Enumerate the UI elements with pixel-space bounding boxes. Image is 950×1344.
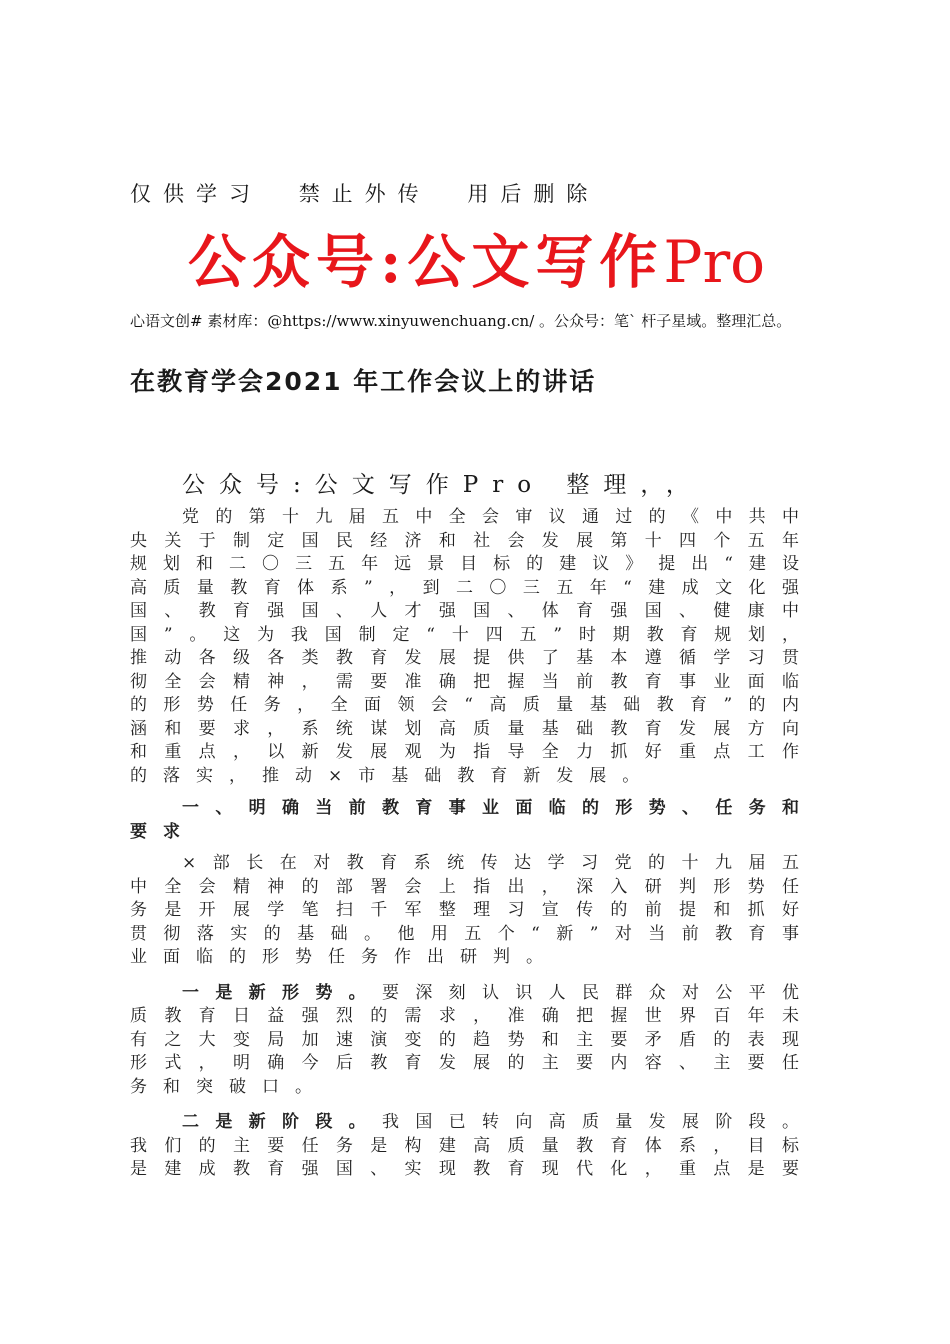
source-line: 心语文创# 素材库：@https://www.xinyuwenchuang.cn/ 。公众号：笔` 杆子星域。整理汇总。 xyxy=(130,312,792,330)
document-subtitle: 公众号:公文写作Pro 整理，， xyxy=(182,472,703,498)
brand-cn: 公众号:公文写作 xyxy=(188,228,664,296)
brand-latin: Pro xyxy=(663,228,766,296)
paragraph-intro: 党的第十九届五中全会审议通过的《中共中央关于制定国民经济和社会发展第十四个五年规划和二〇三五年远景目标的建议》提出“建设高质量教育体系”，到二〇三五年“建成文化强国、教育强国、人才强国、体育强国、健康中国”。这为我国制定“十四五”时期教育规划，推动各级各类教育发展提供了基本遵循学习贯彻全会精神，需要准确把握当前教育事业面临的形势任务，全面领会“高质量基础教育”的内涵和要求，系统谋划高质量基础教育发展方向和重点，以新发展观为指导全力抓好重点工作的落实，推动×市基础教育新发展。 xyxy=(130,507,815,786)
notice-part-no-share: 禁止外传 xyxy=(298,182,431,206)
lead-new-situation: 一是新形势。 xyxy=(182,982,382,1003)
paragraph-new-stage xyxy=(130,1111,815,1182)
document-body xyxy=(130,506,815,1182)
document-title: 在教育学会2021 年工作会议上的讲话 xyxy=(130,367,597,396)
usage-notice xyxy=(130,178,617,208)
paragraph-minister: ×部长在对教育系统传达学习党的十九届五中全会精神的部署会上指出，深入研判形势任务是开展学笔扫千军整理习宣传的前提和抓好贯彻落实的基础。他用五个“新”对当前教育事业面临的形势任务作出研判。 xyxy=(130,853,815,967)
text-new-stage: 我国已转向高质量发展阶段。我们的主要任务是构建高质量教育体系，目标是建成教育强国、实现教育现代化，重点是要 xyxy=(130,1112,815,1179)
notice-part-study: 仅供学习 xyxy=(130,182,262,206)
notice-part-delete: 用后删除 xyxy=(467,182,600,206)
lead-new-stage: 二是新阶段。 xyxy=(182,1112,382,1132)
text-new-situation: 要深刻认识人民群众对公平优质教育日益强烈的需求，准确把握世界百年未有之大变局加速演变的趋势和主要矛盾的表现形式，明确今后教育发展的主要内容、主要任务和突破口。 xyxy=(130,982,815,1097)
paragraph-new-situation xyxy=(130,982,815,1100)
brand-banner xyxy=(188,224,765,300)
section-heading-1: 一、明确当前教育事业面临的形势、任务和要求 xyxy=(130,798,815,842)
